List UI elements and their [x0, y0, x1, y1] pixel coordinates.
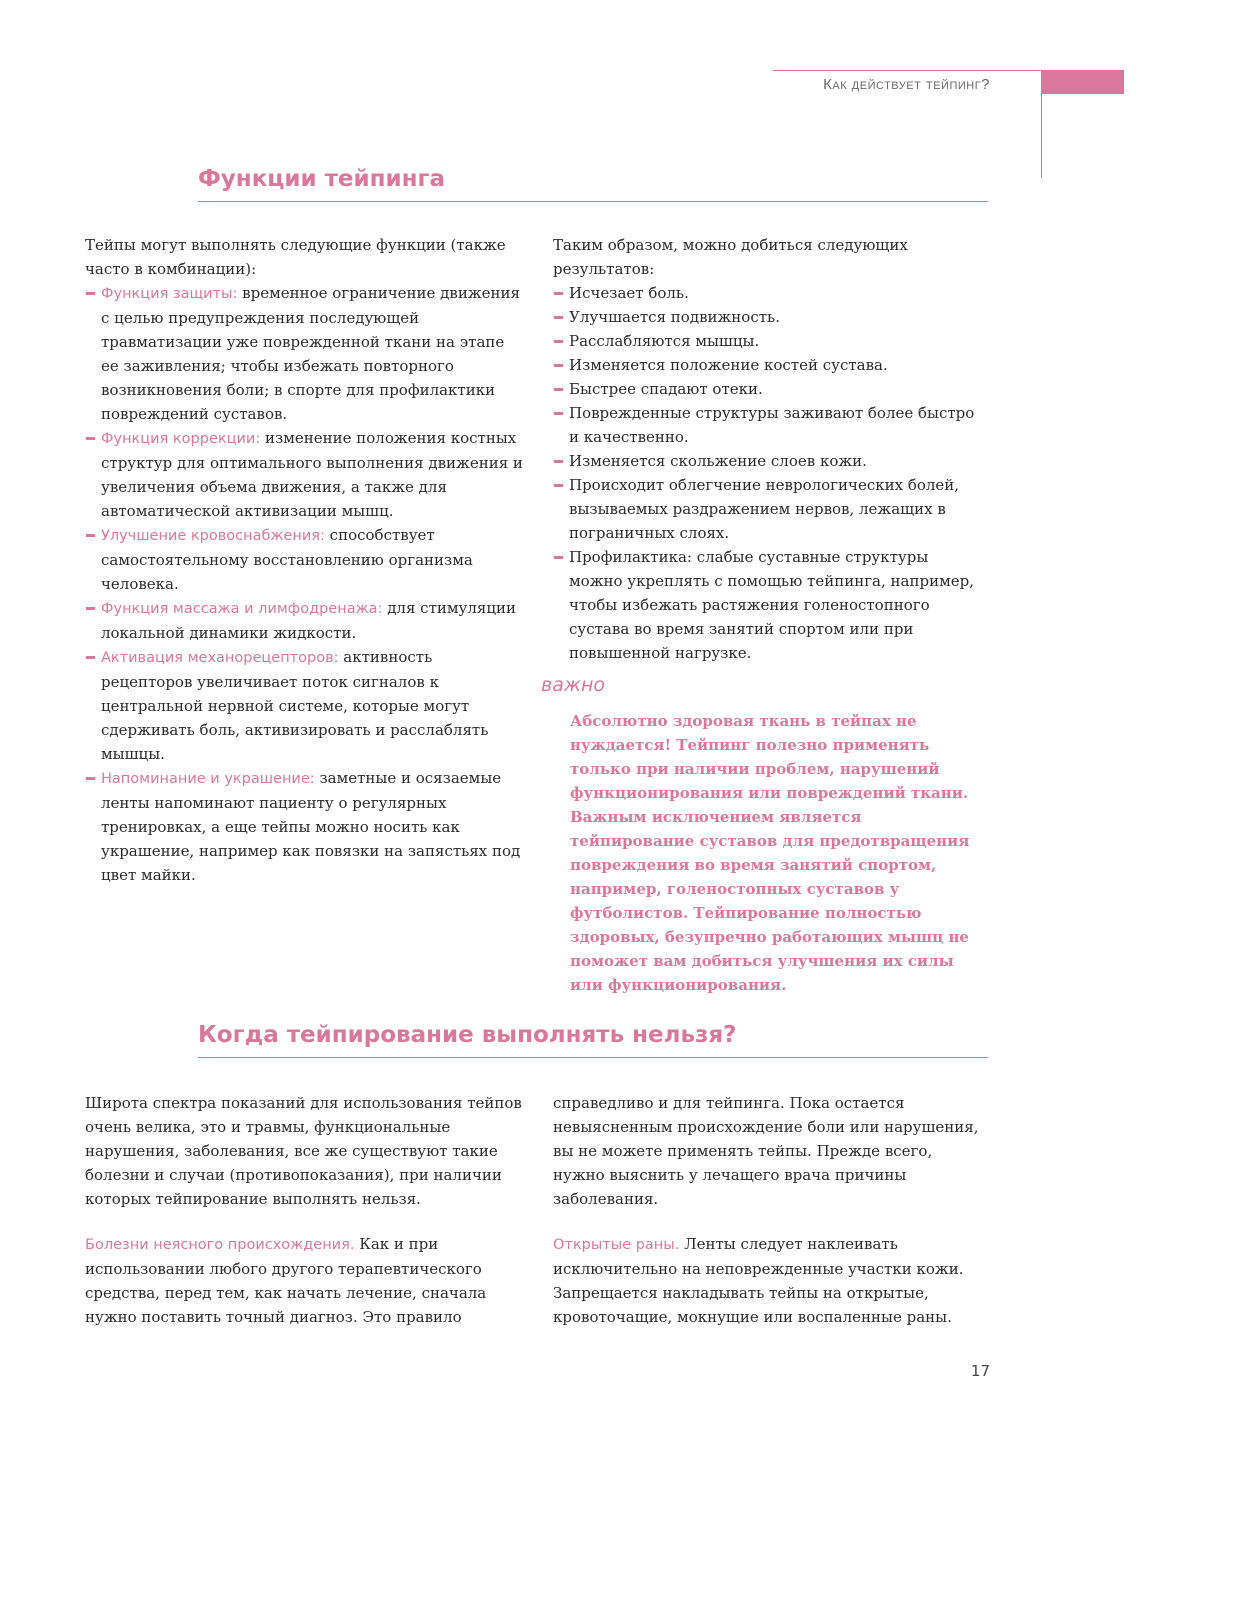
contraindications-left-column: [85, 1091, 523, 1329]
header-rule: [773, 70, 1055, 71]
function-term: Функция коррекции:: [101, 431, 261, 447]
function-text: способствует самостоятельному восстановлению организма человека.: [101, 526, 473, 593]
function-item: [85, 426, 523, 523]
functions-intro: Тейпы могут выполнять следующие функции (также часто в комбинации):: [85, 236, 506, 278]
function-term: Улучшение кровоснабжения:: [101, 528, 325, 544]
result-item: Улучшается подвижность.: [553, 305, 983, 329]
contraindications-intro: Широта спектра показаний для использования тейпов очень велика, это и травмы, функциональные нарушения, заболевания, все же существуют такие болезни и случаи (противопоказания), при наличии которых тейпирование выполнять нельзя.: [85, 1094, 522, 1208]
result-item: Расслабляются мышцы.: [553, 329, 983, 353]
section-title-contraindications: Когда тейпирование выполнять нельзя?: [198, 1022, 988, 1058]
function-term: Функция массажа и лимфодренажа:: [101, 601, 383, 617]
unclear-diseases-term: Болезни неясного происхождения.: [85, 1237, 355, 1253]
function-term: Напоминание и украшение:: [101, 771, 315, 787]
function-item: [85, 281, 523, 426]
result-item: Изменяется положение костей сустава.: [553, 353, 983, 377]
important-label: важно: [541, 674, 606, 696]
results-intro: Таким образом, можно добиться следующих результатов:: [553, 236, 908, 278]
function-text: изменение положения костных структур для оптимального выполнения движения и увеличения объема движения, а также для автоматической активизации мышц.: [101, 429, 523, 520]
function-term: Активация механорецепторов:: [101, 650, 339, 666]
function-text: для стимуляции локальной динамики жидкости.: [101, 599, 517, 642]
result-item: Профилактика: слабые суставные структуры можно укреплять с помощью тейпинга, например, чтобы избежать растяжения голеностопного сустава во время занятий спортом или при повышенной нагрузке.: [553, 545, 983, 665]
result-item: Исчезает боль.: [553, 281, 983, 305]
function-text: заметные и осязаемые ленты напоминают пациенту о регулярных тренировках, а еще тейпы можно носить как украшение, например как повязки на запястьях под цвет майки.: [101, 769, 521, 884]
function-item: [85, 596, 523, 645]
function-item: [85, 523, 523, 596]
unclear-diseases-continued: справедливо и для тейпинга. Пока остается невыясненным происхождение боли или нарушения, вы не можете применять тейпы. Прежде всего, нужно выяснить у лечащего врача причины заболевания.: [553, 1094, 979, 1208]
function-item: [85, 766, 523, 887]
function-item: [85, 645, 523, 766]
contraindications-right-column: [553, 1091, 983, 1329]
functions-column: [85, 233, 523, 887]
functions-list: [85, 281, 523, 887]
open-wounds-paragraph: [553, 1232, 983, 1329]
important-note: Абсолютно здоровая ткань в тейпах не нуждается! Тейпинг полезно применять только при наличии проблем, нарушений функционирования или повреждений ткани. Важным исключением является тейпирование суставов для предотвращения повреждения во время занятий спортом, например, голеностопных суставов у футболистов. Тейпирование полностью здоровых, безупречно работающих мышц не поможет вам добиться улучшения их силы или функционирования.: [570, 712, 970, 994]
unclear-diseases-paragraph: [85, 1232, 523, 1329]
result-item: Быстрее спадают отеки.: [553, 377, 983, 401]
function-term: Функция защиты:: [101, 286, 238, 302]
result-item: Изменяется скольжение слоев кожи.: [553, 449, 983, 473]
results-column: [553, 233, 983, 665]
result-item: Происходит облегчение неврологических болей, вызываемых раздражением нервов, лежащих в пограничных слоях.: [553, 473, 983, 545]
function-text: временное ограничение движения с целью предупреждения последующей травматизации уже поврежденной ткани на этапе ее заживления; чтобы избежать повторного возникновения боли; в спорте для профилактики повреждений суставов.: [101, 284, 520, 423]
open-wounds-term: Открытые раны.: [553, 1237, 680, 1253]
page-number: 17: [970, 1362, 990, 1380]
results-list: [553, 281, 983, 665]
open-wounds-text: Ленты следует наклеивать исключительно на неповрежденные участки кожи. Запрещается накладывать тейпы на открытые, кровоточащие, мокнущие или воспаленные раны.: [553, 1235, 964, 1326]
header-color-tab: [1041, 70, 1124, 94]
unclear-diseases-text: Как и при использовании любого другого терапевтического средства, перед тем, как начать лечение, сначала нужно поставить точный диагноз. Это правило: [85, 1235, 487, 1326]
running-title: Как действует тейпинг?: [823, 76, 990, 93]
function-text: активность рецепторов увеличивает поток сигналов к центральной нервной системе, которые могут сдерживать боль, активизировать и расслаблять мышцы.: [101, 648, 489, 763]
section-title-functions: Функции тейпинга: [198, 166, 988, 202]
result-item: Поврежденные структуры заживают более быстро и качественно.: [553, 401, 983, 449]
